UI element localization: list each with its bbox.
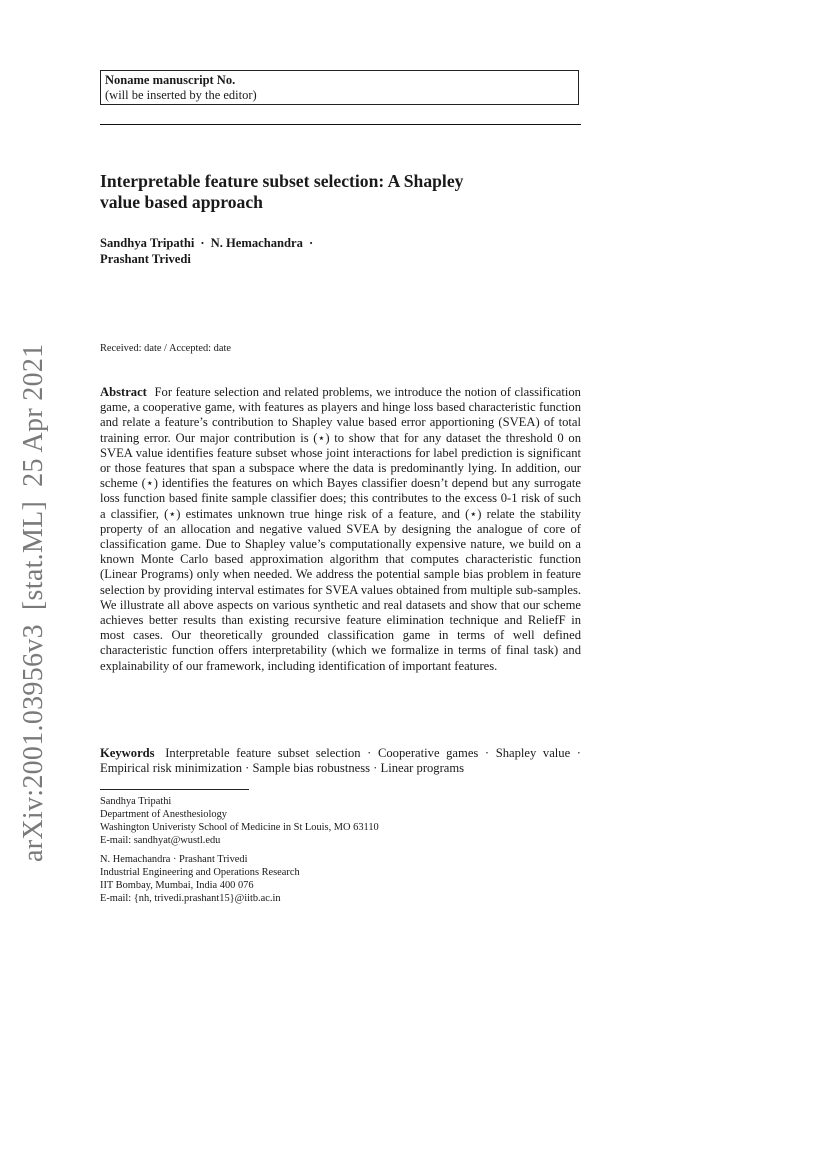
- keywords-section: [100, 746, 581, 776]
- arxiv-category: [stat.ML]: [18, 500, 49, 611]
- author-list: [100, 235, 570, 267]
- abstract-label: Abstract: [100, 385, 147, 399]
- keywords-text: Interpretable feature subset selection · Cooperative games · Shapley value · Empirical risk minimization · Sample bias robustness · Linear programs: [100, 746, 581, 776]
- author-separator: ·: [200, 236, 205, 250]
- affiliation-block-2: [100, 853, 560, 905]
- author-name: Sandhya Tripathi: [100, 236, 195, 250]
- affiliation-email: E-mail: sandhyat@wustl.edu: [100, 835, 221, 846]
- footnote-rule: [100, 789, 249, 790]
- abstract-text: For feature selection and related problems, we introduce the notion of classification game, a cooperative game, with features as players and hinge loss based characteristic function and relate a feature’s contribution to Shapley value based error apportioning (SVEA) of total training error. Our major contribution is (⋆) to show that for any dataset the threshold 0 on SVEA value identifies feature subset whose joint interactions for label prediction is significant or those features that span a subspace where the data is predominantly lying. In addition, our scheme (⋆) identifies the features on which Bayes classifier doesn’t depend but any surrogate loss function based finite sample classifier does; this contributes to the excess 0-1 risk of such a classifier, (⋆) estimates unknown true hinge risk of a feature, and (⋆) relate the stability property of an allocation and negative valued SVEA by designing the analogue of core of classification game. Due to Shapley value’s computationally expensive nature, we build on a known Monte Carlo based approximation algorithm that computes characteristic function (Linear Programs) only when needed. We address the potential sample bias problem in feature selection by providing interval estimates for SVEA values obtained from multiple sub-samples. We illustrate all above aspects on various synthetic and real datasets and show that our scheme achieves better results than existing recursive feature elimination technique and ReliefF in most cases. Our theoretically grounded classification game in terms of well defined characteristic function offers interpretability (which we formalize in terms of final task) and explainability of our framework, including identification of important features.: [100, 385, 581, 673]
- arxiv-id: arXiv:2001.03956v3: [18, 624, 49, 862]
- title-line-2: value based approach: [100, 192, 263, 212]
- author-name: Prashant Trivedi: [100, 252, 191, 266]
- arxiv-stamp: [18, 330, 50, 862]
- header-rule: [100, 124, 581, 125]
- manuscript-number: Noname manuscript No.: [105, 73, 236, 87]
- affiliation-block-1: [100, 795, 560, 847]
- affiliation-institution: IIT Bombay, Mumbai, India 400 076: [100, 880, 254, 891]
- title-line-1: Interpretable feature subset selection: A Shapley: [100, 171, 464, 191]
- affiliation-name: Sandhya Tripathi: [100, 796, 172, 807]
- affiliation-names: N. Hemachandra · Prashant Trivedi: [100, 854, 248, 865]
- paper-title: [100, 171, 580, 213]
- affiliation-email: E-mail: {nh, trivedi.prashant15}@iitb.ac.in: [100, 893, 281, 904]
- author-name: N. Hemachandra: [210, 236, 303, 250]
- received-date: Received: date / Accepted: date: [100, 343, 231, 354]
- affiliation-department: Department of Anesthesiology: [100, 809, 227, 820]
- affiliation-department: Industrial Engineering and Operations Research: [100, 867, 300, 878]
- arxiv-date: 25 Apr 2021: [18, 343, 49, 487]
- manuscript-header-box: [100, 70, 579, 105]
- affiliation-institution: Washington Univeristy School of Medicine in St Louis, MO 63110: [100, 822, 379, 833]
- editor-note: (will be inserted by the editor): [105, 88, 257, 102]
- keywords-label: Keywords: [100, 746, 155, 760]
- abstract-section: [100, 385, 581, 674]
- author-separator: ·: [308, 236, 314, 250]
